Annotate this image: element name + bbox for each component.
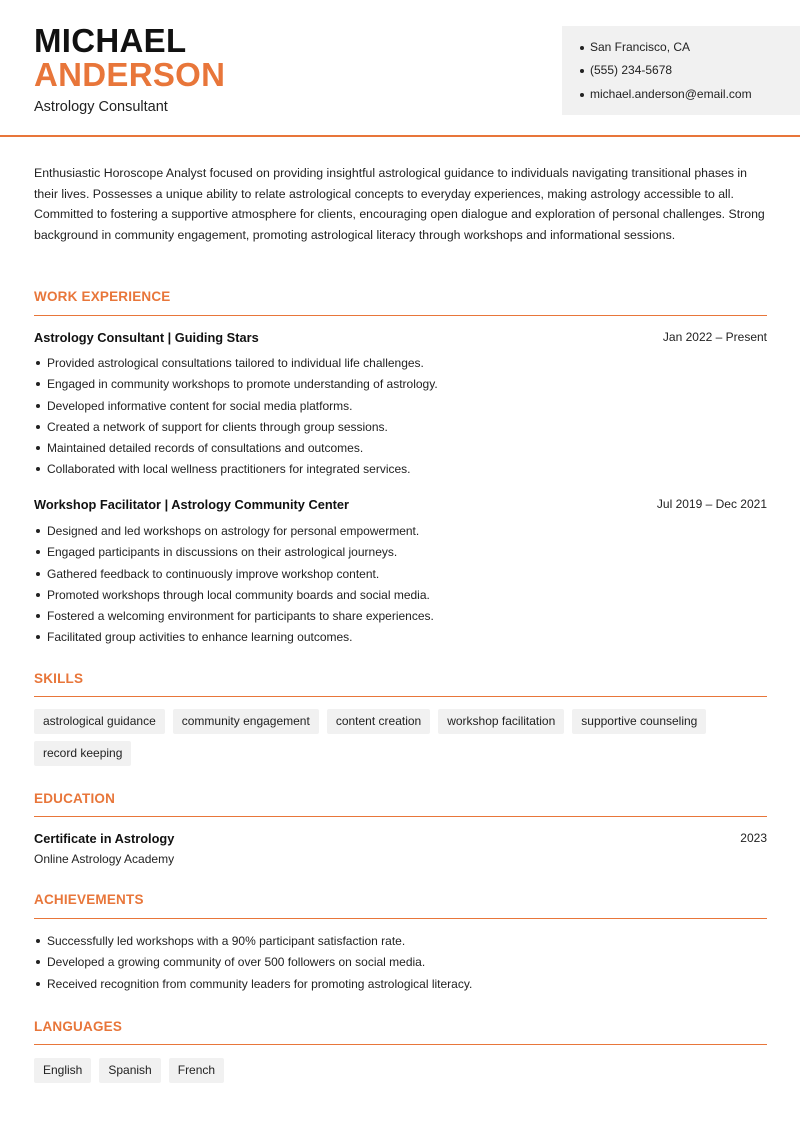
language-chip: English [34, 1058, 91, 1083]
list-item: Maintained detailed records of consultations and outcomes. [34, 440, 767, 461]
list-item: Developed a growing community of over 500 followers on social media. [34, 954, 767, 975]
list-item: Provided astrological consultations tailored to individual life challenges. [34, 355, 767, 376]
list-item: Developed informative content for social media platforms. [34, 398, 767, 419]
summary-text: Enthusiastic Horoscope Analyst focused on providing insightful astrological guidance to individuals navigating transitional phases in their lives. Possesses a unique ability to relate astrological concepts to everyday experiences, making astrology accessible to all. Committed to fostering a supportive atmosphere for clients, encouraging open dialogue and exploration of personal challenges. Strong background in community engagement, promoting astrological literacy through workshops and informational sessions. [34, 166, 765, 242]
section-divider [34, 315, 767, 316]
section-divider [34, 816, 767, 817]
job-title: Astrology Consultant [34, 99, 168, 115]
job-role: Astrology Consultant | Guiding Stars [34, 330, 259, 345]
contact-email[interactable]: michael.anderson@email.com [580, 87, 752, 101]
section-divider [34, 1044, 767, 1045]
education-heading: EDUCATION [34, 791, 116, 806]
section-divider [34, 696, 767, 697]
skill-chip: astrological guidance [34, 709, 165, 734]
list-item: Designed and led workshops on astrology for personal empowerment. [34, 523, 767, 544]
list-item: Promoted workshops through local community boards and social media. [34, 587, 767, 608]
degree-title: Certificate in Astrology [34, 831, 175, 846]
language-chip: Spanish [99, 1058, 160, 1083]
achievements-heading: ACHIEVEMENTS [34, 892, 144, 907]
list-item: Fostered a welcoming environment for participants to share experiences. [34, 608, 767, 629]
work-experience-heading: WORK EXPERIENCE [34, 289, 171, 304]
list-item: Collaborated with local wellness practitioners for integrated services. [34, 461, 767, 482]
list-item: Created a network of support for clients through group sessions. [34, 419, 767, 440]
contact-location: San Francisco, CA [580, 40, 690, 54]
section-divider [34, 918, 767, 919]
education-header [34, 831, 767, 846]
job-header [34, 330, 767, 345]
first-name: MICHAEL [34, 22, 187, 59]
skill-chip: workshop facilitation [438, 709, 564, 734]
achievements-list [34, 933, 767, 997]
list-item: Successfully led workshops with a 90% participant satisfaction rate. [34, 933, 767, 954]
school-name: Online Astrology Academy [34, 852, 175, 866]
education-year: 2023 [740, 831, 767, 845]
skills-list [34, 709, 767, 766]
list-item: Facilitated group activities to enhance learning outcomes. [34, 629, 767, 650]
last-name: ANDERSON [34, 56, 226, 93]
language-chip: French [169, 1058, 224, 1083]
skill-chip: content creation [327, 709, 430, 734]
job-bullets [34, 523, 767, 651]
job-role: Workshop Facilitator | Astrology Community Center [34, 497, 350, 512]
list-item: Received recognition from community leaders for promoting astrological literacy. [34, 976, 767, 997]
skill-chip: supportive counseling [572, 709, 706, 734]
languages-list [34, 1058, 767, 1083]
list-item: Gathered feedback to continuously improve workshop content. [34, 566, 767, 587]
list-item: Engaged in community workshops to promote understanding of astrology. [34, 376, 767, 397]
resume-header [0, 0, 800, 137]
skill-chip: record keeping [34, 741, 131, 766]
languages-heading: LANGUAGES [34, 1019, 123, 1034]
skills-heading: SKILLS [34, 671, 84, 686]
list-item: Engaged participants in discussions on their astrological journeys. [34, 544, 767, 565]
job-dates: Jan 2022 – Present [662, 330, 767, 344]
contact-phone: (555) 234-5678 [580, 63, 672, 77]
job-header [34, 497, 767, 512]
job-bullets [34, 355, 767, 483]
skill-chip: community engagement [173, 709, 319, 734]
job-dates: Jul 2019 – Dec 2021 [656, 497, 767, 511]
contact-box [562, 26, 800, 115]
